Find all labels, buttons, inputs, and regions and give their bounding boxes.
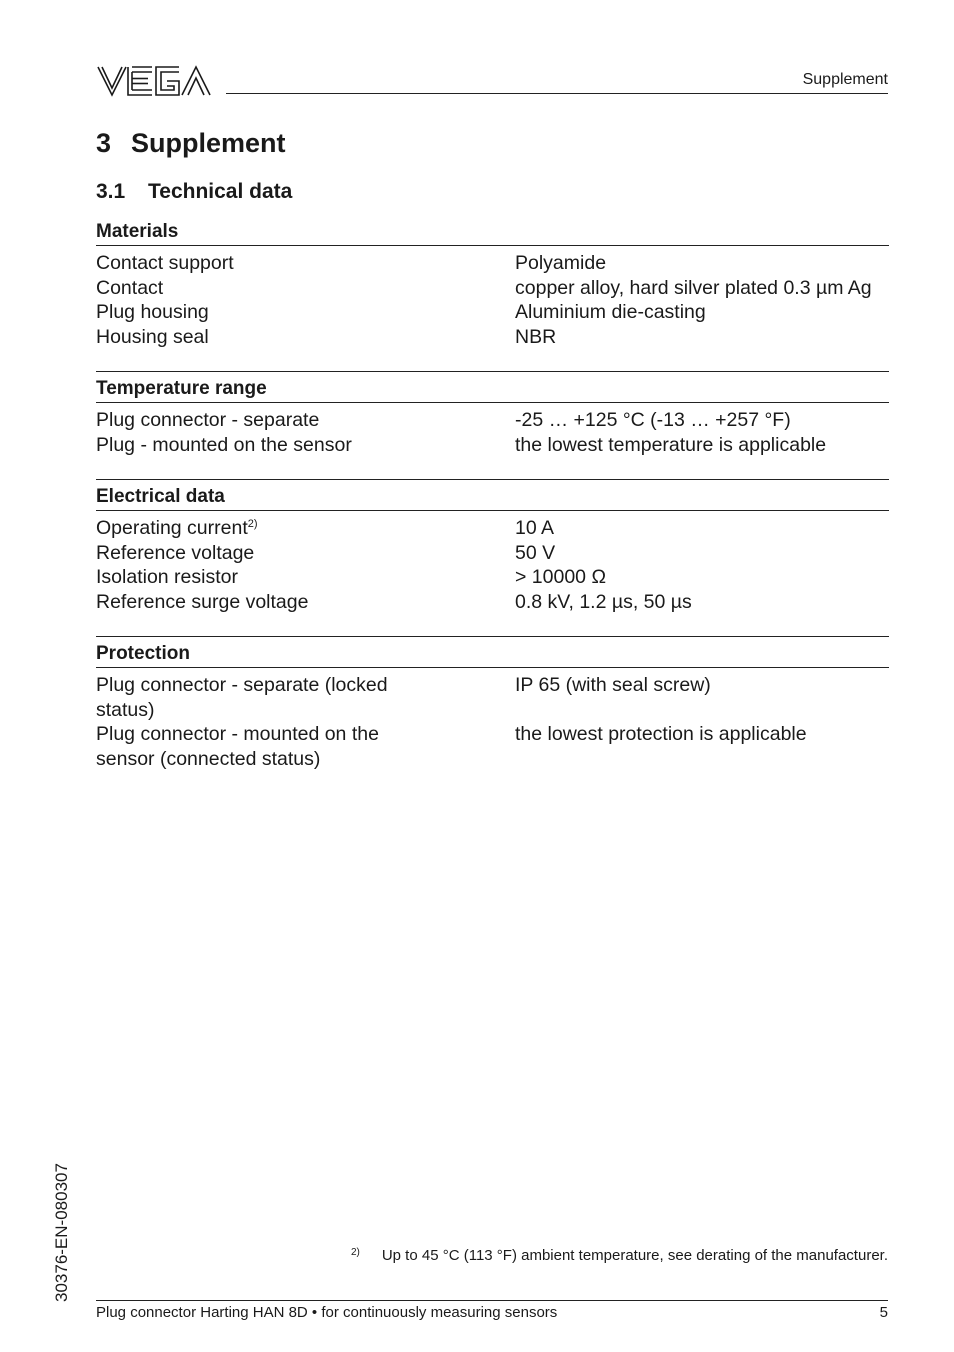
chapter-title: Supplement [131,128,286,158]
row-value: NBR [515,325,557,348]
section-divider [96,636,889,637]
row-label: Housing seal [96,325,209,348]
row-value: Polyamide [515,252,607,274]
footnote-mark: 2) [350,1247,360,1258]
section-electrical [96,484,889,614]
header-section-label: Supplement [802,71,888,88]
header-rule [226,93,888,94]
section-temperature [96,376,889,457]
table-row [96,276,889,301]
section-title: Materials [96,221,179,242]
footer-rule [96,1300,888,1301]
row-label-line: sensor (connected status) [96,747,321,770]
row-label: Plug - mounted on the sensor [96,433,352,456]
row-value: Aluminium die-casting [515,301,706,323]
row-value: the lowest temperature is applicable [515,433,827,456]
table-row [96,722,889,771]
subchapter-heading [96,180,292,204]
row-label: Reference voltage [96,541,255,564]
table-row [96,325,889,350]
table-row [96,251,889,276]
row-label: Isolation resistor [96,566,238,588]
table-row [96,516,889,541]
chapter-number: 3 [96,128,112,158]
row-value: 10 A [515,517,555,539]
document-number: 30376-EN-080307 [52,1163,71,1302]
page-number: 5 [879,1304,888,1321]
row-label-line: Plug connector - mounted on the [96,723,379,745]
footnote-reference: 2) [247,518,258,530]
section-divider [96,479,889,480]
row-value: 50 V [515,541,556,564]
row-label-line: Plug connector - separate (locked [96,674,388,696]
subchapter-title: Technical data [148,180,293,203]
row-value: the lowest protection is applicable [515,723,807,745]
section-title: Temperature range [96,378,267,399]
table-row [96,673,889,722]
chapter-heading [96,128,286,159]
row-label: Contact support [96,252,234,274]
footer-title: Plug connector Harting HAN 8D • for continuously measuring sensors [96,1304,558,1321]
table-row [96,565,889,590]
vega-logo [96,64,214,98]
table-row [96,541,889,566]
row-label [96,673,515,722]
table-row [96,590,889,615]
table-row [96,433,889,458]
table-row [96,300,889,325]
section-title: Protection [96,643,190,664]
row-value: > 10000 Ω [515,566,607,588]
section-title: Electrical data [96,486,225,507]
row-value: IP 65 (with seal screw) [515,674,711,696]
section-protection [96,641,889,771]
row-value: -25 … +125 °C (-13 … +257 °F) [515,409,791,431]
row-label: Plug housing [96,301,209,323]
table-row [96,408,889,433]
row-value: 0.8 kV, 1.2 µs, 50 µs [515,590,692,613]
row-label: Plug connector - separate [96,409,320,431]
row-label [96,722,515,771]
subchapter-number: 3.1 [96,180,126,203]
row-label-text: Operating current [96,517,248,539]
section-materials [96,219,889,349]
row-label: Reference surge voltage [96,590,309,613]
row-label-line: status) [96,698,155,721]
section-divider [96,371,889,372]
row-value: copper alloy, hard silver plated 0.3 µm Ag [515,276,872,299]
row-label: Contact [96,276,164,299]
row-label [96,516,515,541]
footnote [351,1247,888,1264]
footnote-text: Up to 45 °C (113 °F) ambient temperature, see derating of the manufacturer. [381,1247,888,1264]
